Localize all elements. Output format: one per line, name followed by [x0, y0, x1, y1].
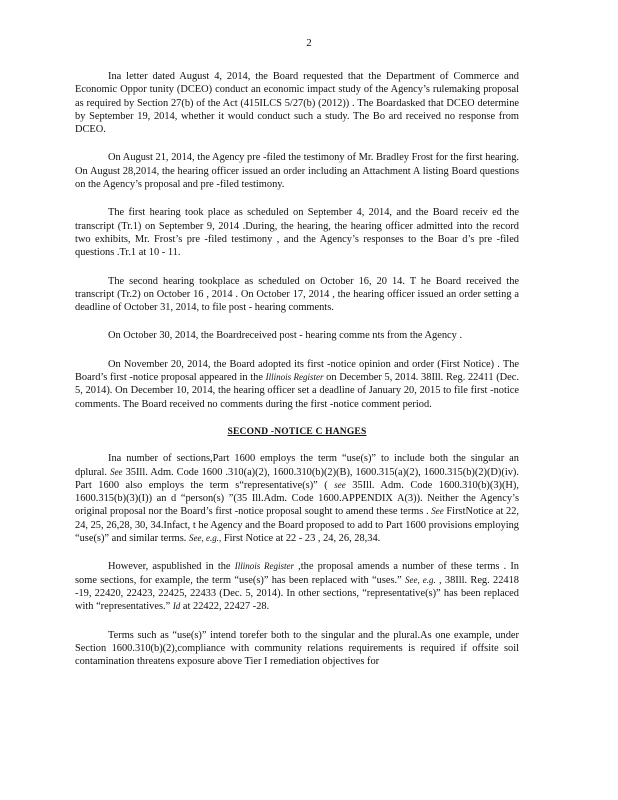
text-run: However, aspublished in the [108, 561, 235, 573]
changes-section [75, 452, 519, 668]
paragraph [75, 560, 519, 613]
text-run: 35Ill. Adm. Code 1600 .310(a)(2), 1600.310(b)(2)(B), 1600.315(a)(2), 1600.315(b)(2)(D)(iv). Part 1600 also employs the term s“representative(s)” ( [75, 466, 519, 491]
italic-text: See [110, 466, 123, 477]
text-run: Ina letter dated August 4, 2014, the Board requested that the Department of Commerce and Economic Oppor tunity (DCEO) conduct an economic impact study of the Agency’s rulemaking proposal as required by Section 27(b) of the Act (415ILCS 5/27(b) (2012)) . The Boardasked that DCEO determine by September 19, 2014, whether it would conduct such a study. The Bo ard received no response from DCEO. [75, 71, 519, 136]
text-run: On November 20, 2014, the Board adopted its first -notice opinion and order (First Notice) . The Board’s first -notice proposal appeared in the [75, 358, 519, 384]
paragraph [75, 452, 519, 545]
italic-text: See, e.g., [188, 533, 222, 544]
text-run: at 22422, 22427 -28. [180, 601, 270, 613]
text-run: on December 5, 2014. 38Ill. Reg. 22411 (Dec. 5, 2014). On December 10, 2014, the hearing officer set a deadline of January 20, 2015 to file first -notice comments. The Board received no comments during the first -notice comment period. [75, 372, 519, 410]
document-body [75, 70, 519, 683]
text-run: The second hearing tookplace as scheduled on October 16, 20 14. T he Board received the transcript (Tr.2) on October 16 , 2014 . On October 17, 2014 , the hearing officer issued an order setting a deadline of October 31, 2014, to file post - hearing comments. [75, 275, 519, 314]
text-run: On October 30, 2014, the Boardreceived post - hearing comme nts from the Agency . [108, 330, 463, 342]
italic-text: See, e.g. [405, 574, 436, 585]
italic-text: Illinois Register [234, 561, 294, 572]
text-run: On August 21, 2014, the Agency pre -filed the testimony of Mr. Bradley Frost for the first hearing. On August 28,2014, the hearing officer issued an order including an Attachment A listing Board questions on the Agency’s proposal and pre -filed testimony. [75, 152, 519, 191]
section-heading: SECOND -NOTICE C HANGES [227, 426, 367, 437]
text-run: The first hearing took place as scheduled on September 4, 2014, and the Board receiv ed the transcript (Tr.1) on September 9, 2014 .During, the hearing, the hearing officer admitted into the record two exhibits, Mr. Frost’s pre -filed testimony , and the Agency’s responses to the Boar d’s pre -filed questions .Tr.1 at 10 - 11. [75, 207, 519, 259]
text-run: Ina number of sections,Part 1600 employs the term “use(s)” to include both the singular an dplural. [75, 453, 519, 478]
italic-text: See [431, 506, 444, 517]
paragraph [75, 329, 519, 342]
text-run: First Notice at 22 - 23 , 24, 26, 28,34. [221, 533, 381, 545]
paragraph [75, 151, 519, 191]
text-run: ,the proposal amends a number of these terms . In some sections, for example, the term “use(s)” has been replaced with “uses.” [75, 561, 519, 586]
paragraph [75, 629, 519, 669]
italic-text: Illinois Register [265, 372, 324, 383]
text-run: Terms such as “use(s)” intend torefer both to the singular and the plural.As one example, under Section 1600.310(b)(2),compliance with community relations requirements is required if offsite soil contamination threatens exposure above Tier I remediation objectives for [75, 629, 519, 668]
text-run: , 38Ill. Reg. 22418 -19, 22420, 22423, 22425, 22433 (Dec. 5, 2014). In other sections, “representative(s)” has been replaced with “representatives.” [75, 574, 519, 613]
page-number: 2 [306, 37, 312, 49]
text-run: FirstNotice at 22, 24, 25, 26,28, 30, 34.Infact, t he Agency and the Board proposed to add to Part 1600 provisions employing “use(s)” and similar terms. [75, 506, 519, 545]
paragraph [75, 206, 519, 259]
paragraph [75, 275, 519, 315]
italic-text: see [334, 479, 346, 490]
italic-text: Id [172, 601, 181, 612]
background-section [75, 70, 519, 411]
paragraph [75, 70, 519, 136]
paragraph [75, 358, 519, 411]
text-run: 35Ill. Adm. Code 1600.310(b)(3)(H), 1600.315(b)(3)(I)) an d “person(s) ”(35 Ill.Adm. Code 1600.APPENDIX A(3)). Neither the Agency’s original proposal nor the Board’s first -notice proposal sought to amend these terms . [75, 479, 519, 518]
